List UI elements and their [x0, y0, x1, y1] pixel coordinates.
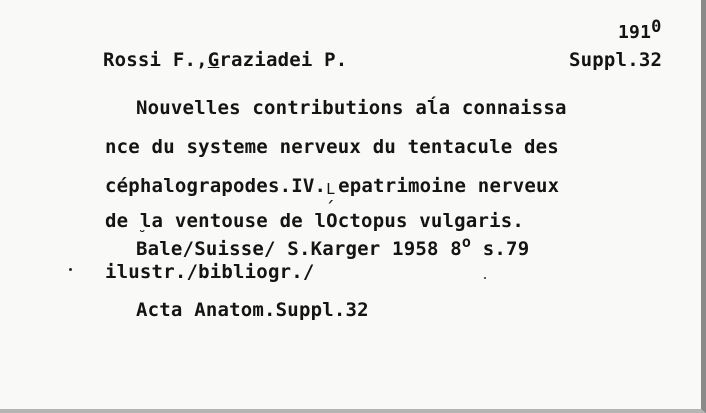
ink-speck: [69, 268, 72, 271]
year-base: 191: [618, 22, 652, 43]
series-line: Acta Anatom.Suppl.32: [136, 299, 369, 321]
title-line-4-part-a: de la ventouse de l: [105, 210, 327, 232]
pub-text: ale/Suisse/ S.Karger 1958 8: [147, 238, 462, 260]
title-line-1: Nouvelles contributions aĺa connaissa: [136, 97, 567, 119]
author-rest: raziadei P.: [219, 49, 348, 71]
supplement-reference: Suppl.32: [569, 49, 663, 71]
year-superscript: 0: [651, 17, 662, 37]
publication-line: [136, 233, 530, 261]
ink-speck: [484, 277, 486, 279]
title-line-3-part-b: epatrimoine nerveux: [338, 175, 560, 197]
author-line: [103, 49, 347, 71]
year: [618, 17, 662, 44]
pub-format-superscript: o: [461, 233, 472, 251]
title-line-3-part-a: céphalograpodes.IV.: [105, 175, 327, 197]
title-line-4: [105, 210, 524, 232]
illustrations-line: ilustr./bibliogr./: [105, 261, 315, 283]
pub-pages: s.79: [471, 238, 530, 260]
title-line-3: [105, 175, 559, 197]
author-underlined-letter: G: [207, 49, 220, 71]
title-line-4-part-b: ´ Octopus vulgaris.: [326, 210, 524, 232]
title-line-2: nce du systeme nerveux du tentacule des: [105, 136, 559, 158]
author-first: Rossi F.,: [103, 49, 208, 71]
pub-initial: B ˘: [136, 238, 148, 260]
